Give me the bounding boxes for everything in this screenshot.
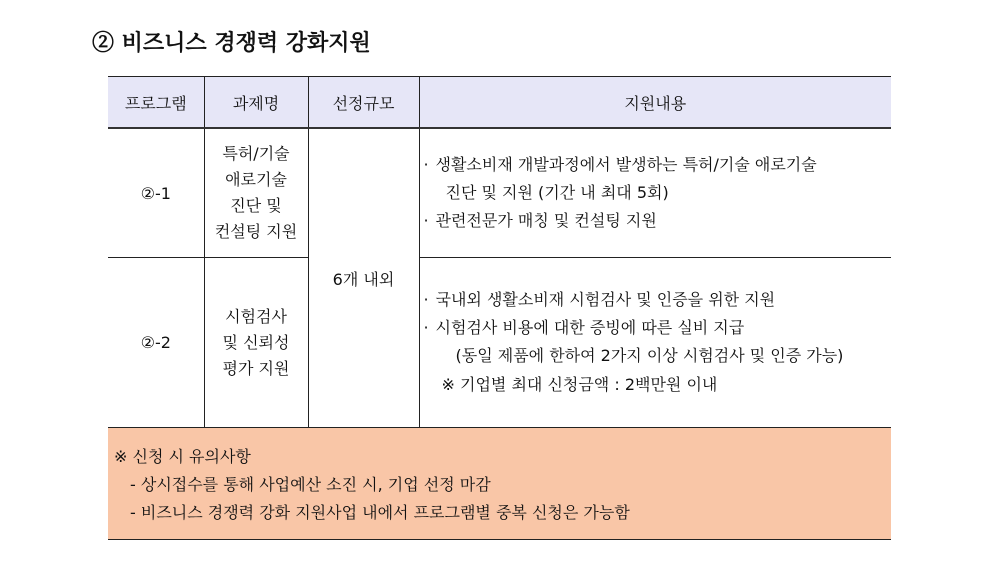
task-name [204,128,308,258]
content-continuation: 진단 및 지원 (기간 내 최대 5회) [445,183,669,202]
task-name-line: 및 신뢰성 [222,332,290,352]
header-support-content: 지원내용 [419,77,891,129]
task-name-line: 평가 지원 [222,358,290,378]
table-row [108,258,891,428]
header-task-name: 과제명 [204,77,308,129]
header-selection-scale: 선정규모 [308,77,419,129]
notes-box [108,428,891,540]
task-name-line: 컨설팅 지원 [214,222,298,241]
program-table [108,76,891,540]
task-name [204,258,308,428]
task-name-line: 특허/기술 [222,144,290,163]
task-name-line: 시험검사 [225,306,287,326]
task-name-line: 애로기술 [225,170,287,189]
notes-row [108,428,891,540]
program-id: ②-2 [108,258,204,428]
program-id: ②-1 [108,128,204,258]
section-title: ② 비즈니스 경쟁력 강화지원 [92,30,371,56]
content-continuation: (동일 제품에 한하여 2가지 이상 시험검사 및 인증 가능) [455,345,844,365]
selection-scale: 6개 내외 [308,128,419,428]
task-name-line: 진단 및 [230,196,282,215]
support-content [419,258,891,428]
table-row [108,128,891,258]
header-program: 프로그램 [108,77,204,129]
table-header-row [108,77,891,129]
content-bullet: · 시험검사 비용에 대한 증빙에 따른 실비 지급 [420,314,892,342]
content-bullet: · 국내외 생활소비재 시험검사 및 인증을 위한 지원 [420,286,892,314]
notes-item: - 비즈니스 경쟁력 강화 지원사업 내에서 프로그램별 중복 신청은 가능함 [130,502,630,522]
content-bullet: · 생활소비재 개발과정에서 발생하는 특허/기술 애로기술 [420,151,892,179]
notes-item: - 상시접수를 통해 사업예산 소진 시, 기업 선정 마감 [130,474,491,494]
support-content [419,128,891,258]
notes-heading: ※ 신청 시 유의사항 [114,446,251,466]
content-bullet: · 관련전문가 매칭 및 컨설팅 지원 [420,207,892,235]
content-note: ※ 기업별 최대 신청금액 : 2백만원 이내 [441,374,718,394]
